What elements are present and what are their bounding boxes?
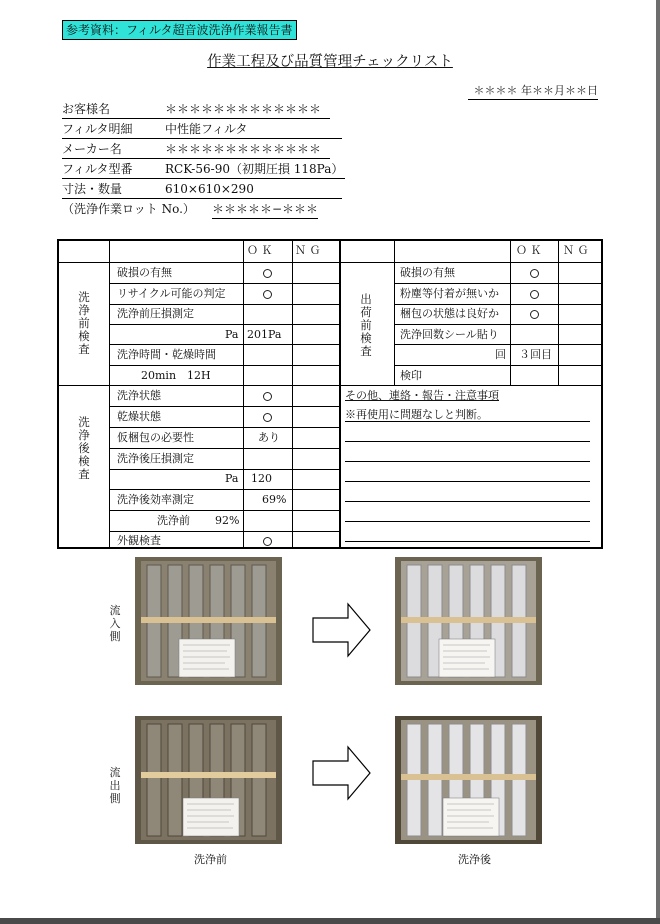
time-value: 20min 12H <box>141 369 211 382</box>
pre-pressure-label: 洗浄前圧損測定 <box>117 307 194 320</box>
info-row-filter-detail <box>62 120 342 139</box>
info-row-model <box>62 160 345 179</box>
filter-photo-image <box>135 716 282 844</box>
count-value: ３回目 <box>519 348 552 361</box>
note-line <box>345 481 590 482</box>
time-label: 洗浄時間・乾燥時間 <box>117 348 216 361</box>
dry-state-label: 乾燥状態 <box>117 410 161 423</box>
notes-title: その他、連絡・報告・注意事項 <box>345 389 499 402</box>
checklist-table <box>57 239 603 549</box>
pre-efficiency-label: 洗浄前 <box>157 514 190 527</box>
shipment-section-label <box>359 293 373 358</box>
stamp-label: 検印 <box>400 369 422 382</box>
count-unit: 回 <box>495 348 506 361</box>
info-row-lot <box>62 200 342 218</box>
grid-line <box>394 324 601 325</box>
filter-photo-inflow-before <box>135 557 282 685</box>
grid-line <box>109 283 340 284</box>
info-key: 寸法・数量 <box>62 182 123 196</box>
grid-line <box>292 241 293 547</box>
post-wash-section-label <box>77 416 91 481</box>
outflow-side-label <box>109 766 121 805</box>
ok-mark <box>263 290 272 299</box>
notes-text: ※再使用に問題なしと判断。 <box>345 408 488 421</box>
grid-line <box>109 406 340 407</box>
grid-line <box>109 324 340 325</box>
note-line <box>345 541 590 542</box>
after-caption: 洗浄後 <box>458 853 491 866</box>
efficiency-value: 69% <box>262 493 287 506</box>
ng-header: Ｎ Ｇ <box>563 244 589 257</box>
grid-line <box>109 344 340 345</box>
vertical-text: 流 出 側 <box>109 766 121 805</box>
info-value: ＊＊＊＊＊＊＊＊＊＊＊＊＊ <box>165 102 322 116</box>
ship-breakage-label: 破損の有無 <box>400 266 455 279</box>
dust-label: 粉塵等付着が無いか <box>400 287 499 300</box>
filter-photo-image <box>395 716 542 844</box>
temp-packing-label: 仮梱包の必要性 <box>117 431 194 444</box>
packing-label: 梱包の状態は良好か <box>400 307 499 320</box>
info-key: お客様名 <box>62 102 111 116</box>
pre-pressure-unit: Pa <box>225 328 239 341</box>
ok-header: Ｏ Ｋ <box>247 244 273 257</box>
appearance-label: 外観検査 <box>117 534 161 547</box>
grid-line <box>59 385 601 386</box>
info-value: ＊＊＊＊＊＊＊＊＊＊＊＊＊ <box>165 142 322 156</box>
vertical-text: 流 入 側 <box>109 604 121 643</box>
info-row-maker <box>62 140 330 159</box>
info-value: ＊＊＊＊＊−＊＊＊ <box>212 200 318 219</box>
pre-pressure-value: 201Pa <box>247 328 282 341</box>
ok-mark <box>263 413 272 422</box>
grid-line <box>109 510 340 511</box>
info-value: RCK-56-90（初期圧損 118Pa） <box>165 162 344 176</box>
info-key: フィルタ明細 <box>62 122 133 136</box>
info-value: 中性能フィルタ <box>165 122 248 136</box>
page-frame-right <box>656 0 660 924</box>
info-key: フィルタ型番 <box>62 162 133 176</box>
filter-photo-image <box>135 557 282 685</box>
note-line <box>345 521 590 522</box>
inflow-side-label <box>109 604 121 643</box>
grid-line <box>394 365 601 366</box>
grid-line <box>109 531 340 532</box>
grid-line <box>59 262 601 263</box>
right-arrow-icon <box>312 745 372 801</box>
report-date: ＊＊＊＊ 年＊＊月＊＊日 <box>468 82 599 100</box>
efficiency-label: 洗浄後効率測定 <box>117 493 194 506</box>
info-key: （洗浄作業ロット No.） <box>62 202 195 216</box>
note-line <box>345 441 590 442</box>
wash-state-label: 洗浄状態 <box>117 389 161 402</box>
ok-mark <box>530 290 539 299</box>
ok-mark <box>263 537 272 546</box>
grid-line <box>243 241 244 547</box>
grid-line <box>394 344 601 345</box>
seal-label: 洗浄回数シール貼り <box>400 328 499 341</box>
pre-efficiency-value: 92% <box>215 514 240 527</box>
right-arrow-icon <box>312 602 372 658</box>
pre-breakage-label: 破損の有無 <box>117 266 172 279</box>
note-line <box>345 501 590 502</box>
page-frame-bottom <box>0 918 660 924</box>
post-pressure-value: 120 <box>251 472 272 485</box>
ok-header: Ｏ Ｋ <box>516 244 542 257</box>
info-key: メーカー名 <box>62 142 122 156</box>
grid-line <box>394 283 601 284</box>
ok-mark <box>263 269 272 278</box>
grid-line <box>109 448 340 449</box>
grid-line <box>109 489 340 490</box>
vertical-text: 出 荷 前 検 査 <box>360 292 372 358</box>
grid-line <box>109 304 340 305</box>
reference-badge: 参考資料：フィルタ超音波洗浄作業報告書 <box>62 20 297 40</box>
document-title: 作業工程及び品質管理チェックリスト <box>207 54 453 70</box>
info-value: 610×610×290 <box>165 182 254 196</box>
before-caption: 洗浄前 <box>194 853 227 866</box>
filter-photo-inflow-after <box>395 557 542 685</box>
ok-mark <box>530 269 539 278</box>
note-line <box>345 461 590 462</box>
ok-mark <box>530 310 539 319</box>
grid-line <box>394 304 601 305</box>
vertical-text: 洗 浄 後 検 査 <box>78 415 90 481</box>
filter-photo-image <box>395 557 542 685</box>
filter-photo-outflow-before <box>135 716 282 844</box>
recycle-label: リサイクル可能の判定 <box>117 287 226 300</box>
grid-line <box>339 241 341 547</box>
ng-header: Ｎ Ｇ <box>295 244 321 257</box>
grid-line <box>109 241 110 547</box>
filter-photo-outflow-after <box>395 716 542 844</box>
post-pressure-unit: Pa <box>225 472 239 485</box>
info-row-customer <box>62 100 330 119</box>
grid-line <box>109 427 340 428</box>
info-row-size <box>62 180 342 199</box>
ok-mark <box>263 392 272 401</box>
pre-wash-section-label <box>77 291 91 356</box>
temp-packing-value: あり <box>258 431 280 444</box>
post-pressure-label: 洗浄後圧損測定 <box>117 452 194 465</box>
vertical-text: 洗 浄 前 検 査 <box>78 290 90 356</box>
grid-line <box>109 469 340 470</box>
grid-line <box>109 365 340 366</box>
